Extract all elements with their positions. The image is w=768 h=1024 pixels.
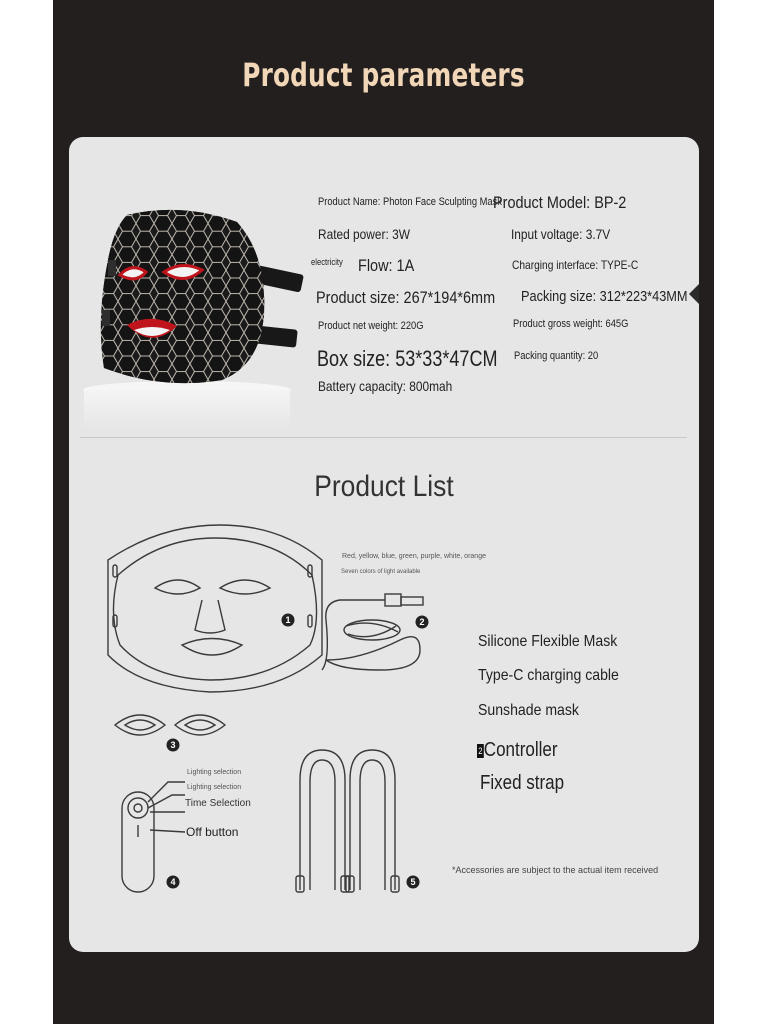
spec-net-weight: Product net weight: 220G — [318, 320, 424, 332]
seven-colors-note: Seven colors of light available — [341, 569, 421, 575]
marker-5: 5 — [410, 877, 416, 887]
product-list-diagram — [100, 520, 440, 900]
controller-label-off: Off button — [186, 825, 239, 839]
marker-4: 4 — [170, 877, 176, 887]
controller-label-time: Time Selection — [185, 798, 251, 809]
disclaimer-text: *Accessories are subject to the actual item received — [452, 865, 659, 875]
spec-rated-power: Rated power: 3W — [318, 226, 410, 242]
controller-label-lighting-2: Lighting selection — [187, 784, 242, 791]
spec-electricity-label: electricity — [311, 257, 343, 267]
spec-packing-size: Packing size: 312*223*43MM — [521, 288, 688, 305]
spec-battery-capacity: Battery capacity: 800mah — [318, 378, 453, 394]
product-list-title: Product List — [314, 470, 454, 503]
list-item-controller — [477, 739, 557, 762]
spec-flow: Flow: 1A — [358, 256, 415, 275]
section-divider — [80, 437, 687, 438]
list-item-cable: Type-C charging cable — [478, 667, 619, 684]
spec-product-name: Product Name: Photon Face Sculpting Mask — [318, 196, 502, 208]
list-item-mask: Silicone Flexible Mask — [478, 633, 618, 650]
spec-input-voltage: Input voltage: 3.7V — [511, 226, 611, 242]
list-item-sunshade: Sunshade mask — [478, 702, 579, 719]
spec-packing-quantity: Packing quantity: 20 — [514, 350, 599, 362]
spec-box-size: Box size: 53*33*47CM — [317, 346, 498, 371]
spec-gross-weight: Product gross weight: 645G — [513, 318, 629, 330]
side-arrow-icon — [689, 284, 699, 304]
list-item-strap: Fixed strap — [480, 772, 565, 794]
colors-note: Red, yellow, blue, green, purple, white, orange — [342, 553, 486, 560]
spec-charging-interface: Charging interface: TYPE-C — [512, 258, 639, 272]
spec-product-model: Product Model: BP-2 — [493, 193, 627, 212]
spec-product-size: Product size: 267*194*6mm — [316, 288, 496, 307]
list-item-controller-label: Controller — [483, 739, 558, 761]
marker-3: 3 — [170, 740, 176, 750]
marker-2: 2 — [419, 617, 425, 627]
page-title: Product parameters — [242, 56, 525, 94]
marker-1: 1 — [285, 615, 291, 625]
controller-label-lighting-1: Lighting selection — [187, 769, 242, 776]
mask-product-image — [82, 200, 322, 435]
controller-prefix-badge: 2 — [478, 746, 483, 756]
